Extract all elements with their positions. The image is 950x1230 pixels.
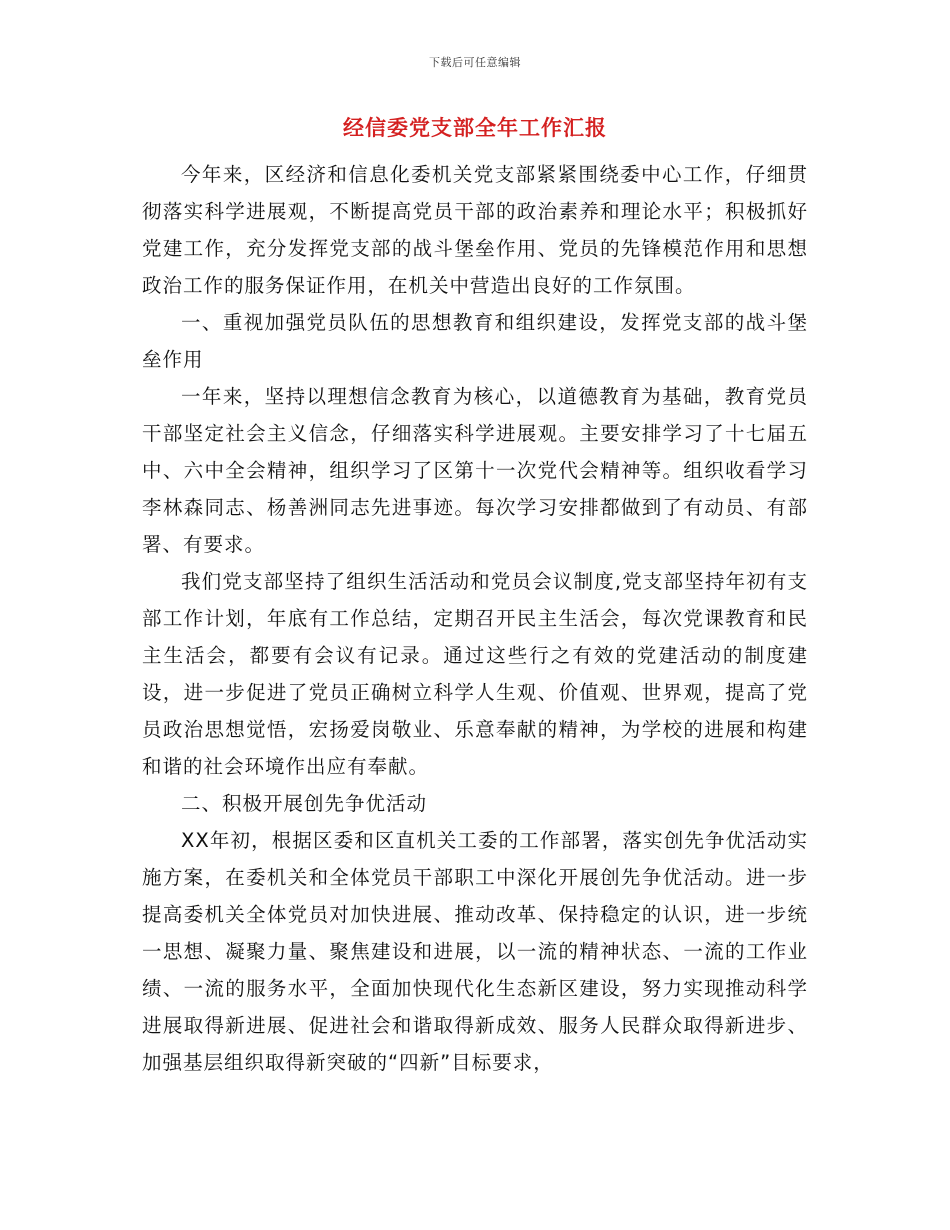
- document-body: [142, 156, 808, 1081]
- section-heading-2: 二、积极开展创先争优活动: [181, 792, 428, 815]
- document-title: 经信委党支部全年工作汇报: [343, 116, 607, 140]
- body-paragraph: XX年初，根据区委和区直机关工委的工作部署，落实创先争优活动实施方案，在委机关和全体党员干部职工中深化开展创先争优活动。进一步提高委机关全体党员对加快进展、推动改革、保持稳定的认识，进一步统一思想、凝聚力量、聚焦建设和进展，以一流的精神状态、一流的工作业绩、一流的服务水平，全面加快现代化生态新区建设，努力实现推动科学进展取得新进展、促进社会和谐取得新成效、服务人民群众取得新进步、加强基层组织取得新突破的“四新”目标要求，: [142, 829, 808, 1074]
- header-note: 下载后可任意编辑: [429, 56, 521, 69]
- intro-paragraph: 今年来，区经济和信息化委机关党支部紧紧围绕委中心工作，仔细贯彻落实科学进展观，不断提高党员干部的政治素养和理论水平；积极抓好党建工作，充分发挥党支部的战斗堡垒作用、党员的先锋模范作用和思想政治工作的服务保证作用，在机关中营造出良好的工作氛围。: [142, 163, 808, 297]
- body-paragraph: 一年来，坚持以理想信念教育为核心，以道德教育为基础，教育党员干部坚定社会主义信念，仔细落实科学进展观。主要安排学习了十七届五中、六中全会精神，组织学习了区第十一次党代会精神等。组织收看学习李林森同志、杨善洲同志先进事迹。每次学习安排都做到了有动员、有部署、有要求。: [142, 385, 808, 556]
- body-paragraph: 我们党支部坚持了组织生活活动和党员会议制度,党支部坚持年初有支部工作计划，年底有工作总结，定期召开民主生活会，每次党课教育和民主生活会，都要有会议有记录。通过这些行之有效的党建活动的制度建设，进一步促进了党员正确树立科学人生观、价值观、世界观，提高了党员政治思想觉悟，宏扬爱岗敬业、乐意奉献的精神，为学校的进展和构建和谐的社会环境作出应有奉献。: [142, 570, 808, 778]
- section-heading-1: 一、重视加强党员队伍的思想教育和组织建设，发挥党支部的战斗堡垒作用: [142, 311, 808, 371]
